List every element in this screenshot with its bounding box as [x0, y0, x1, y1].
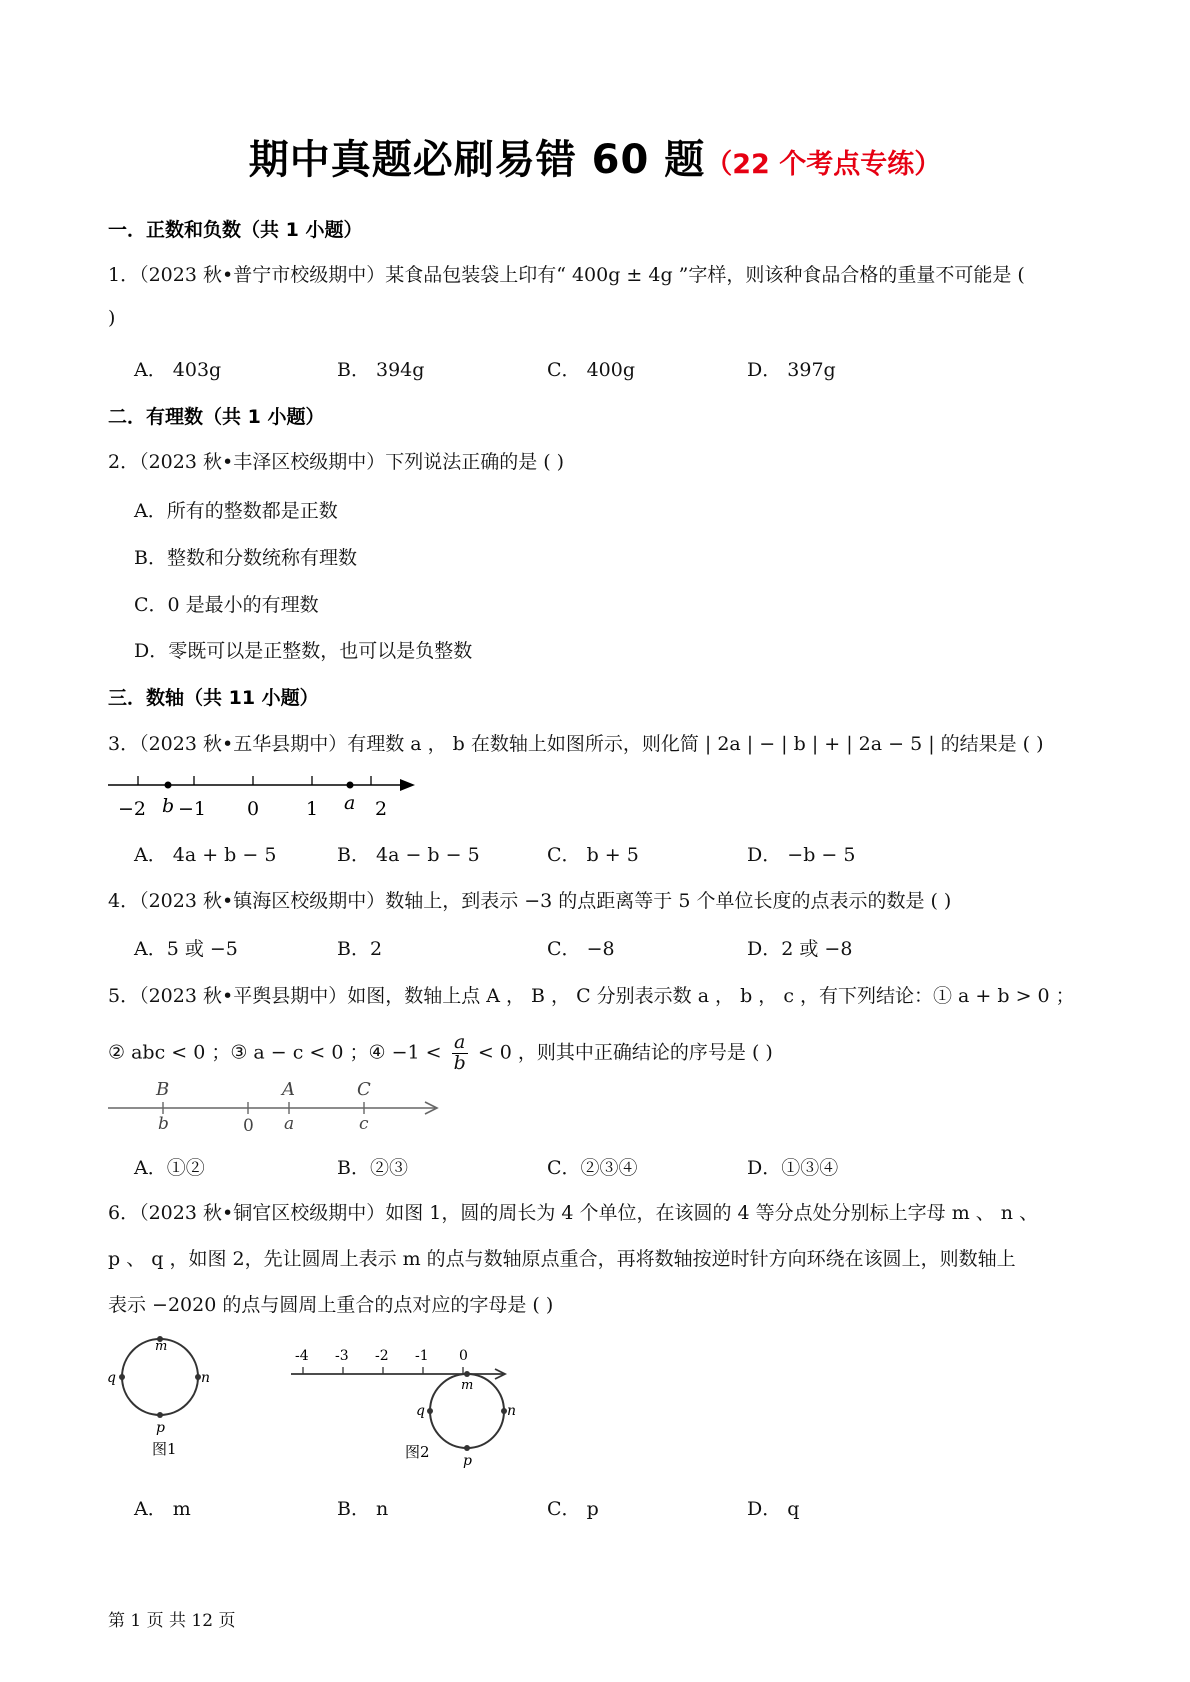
question-1-option-a: A． 403g [134, 359, 222, 381]
question-6-option-d: D． q [747, 1498, 800, 1520]
question-6-option-c: C． p [547, 1498, 599, 1520]
point-p [464, 1445, 470, 1451]
question-6-stem-cont: p 、 q ，如图 2，先让圆周上表示 m 的点与数轴原点重合，再将数轴按逆时针方向环绕在该圆上，则数轴上 [108, 1248, 1016, 1270]
tick-label: 1 [306, 798, 319, 820]
question-3-option-a: A． 4a + b − 5 [134, 844, 277, 866]
tick-label: 0 [459, 1348, 468, 1364]
question-6-stem: 6．（2023 秋•铜官区校级期中）如图 1，圆的周长为 4 个单位，在该圆的 4 等分点处分别标上字母 m 、 n 、 [108, 1202, 1039, 1224]
tick-label: -2 [375, 1348, 389, 1364]
question-4-stem: 4．（2023 秋•镇海区校级期中）数轴上，到表示 −3 的点距离等于 5 个单位长度的点表示的数是 ( ) [108, 890, 952, 912]
point-label-B: B [156, 1079, 170, 1100]
point-label-C: C [357, 1079, 371, 1100]
fraction-numerator: a [452, 1033, 468, 1054]
tick-label: −1 [178, 798, 207, 820]
question-6-figure-2 [285, 1340, 525, 1480]
value-label-b: b [158, 1114, 169, 1134]
question-5-stem-part2: < 0 ，则其中正确结论的序号是 ( ) [477, 1041, 773, 1064]
question-1-stem: 1．（2023 秋•普宁市校级期中）某食品包装袋上印有“ 400g ± 4g ”字样，则该种食品合格的重量不可能是 ( [108, 264, 1025, 286]
question-5-option-c: C．②③④ [547, 1157, 638, 1179]
tick-label: −2 [118, 798, 147, 820]
page-number: 第 1 页 共 12 页 [108, 1611, 236, 1631]
point-p [157, 1412, 163, 1418]
question-6-option-a: A． m [134, 1498, 191, 1520]
point-b [165, 782, 172, 789]
question-3-option-c: C． b + 5 [547, 844, 639, 866]
question-1-stem-cont: ) [108, 307, 116, 329]
fraction-denominator: b [453, 1051, 466, 1074]
section-heading: 二．有理数（共 1 小题） [108, 406, 325, 428]
arrow-icon [400, 779, 415, 791]
point-label-a: a [344, 792, 356, 814]
question-5-option-d: D．①③④ [747, 1157, 839, 1179]
point-label-q: q [107, 1370, 116, 1386]
question-5-stem-part1: ② abc < 0 ；③ a − c < 0 ；④ −1 < [108, 1041, 442, 1064]
title-subtitle: （22 个考点专练） [705, 149, 942, 180]
question-1-option-b: B． 394g [337, 359, 425, 381]
question-1-option-c: C． 400g [547, 359, 636, 381]
question-5-stem-cont [108, 1033, 773, 1074]
point-q [119, 1374, 125, 1380]
point-q [427, 1408, 433, 1414]
point-label-A: A [282, 1079, 295, 1100]
point-label-p: p [463, 1453, 472, 1469]
figure-caption: 图1 [152, 1440, 177, 1458]
question-4-option-d: D．2 或 −8 [747, 938, 853, 960]
question-4-option-a: A．5 或 −5 [134, 938, 238, 960]
section-heading: 三．数轴（共 11 小题） [108, 687, 319, 709]
section-heading: 一．正数和负数（共 1 小题） [108, 219, 363, 241]
tick-label: -1 [415, 1348, 429, 1364]
point-label-m: m [155, 1339, 168, 1354]
question-2-option-b: B．整数和分数统称有理数 [134, 547, 357, 569]
tick-label: -4 [295, 1348, 309, 1364]
question-6-figure-1 [100, 1332, 220, 1462]
question-3-number-line [100, 765, 420, 825]
tick-label: 2 [375, 798, 388, 820]
question-5-stem: 5．（2023 秋•平舆县期中）如图，数轴上点 A ， B ， C 分别表示数 a ， b ， c ，有下列结论：① a + b > 0 ； [108, 985, 1075, 1007]
question-3-option-d: D． −b − 5 [747, 844, 856, 866]
point-label-b: b [162, 795, 175, 817]
question-2-option-a: A．所有的整数都是正数 [134, 500, 338, 522]
question-6-stem-cont2: 表示 −2020 的点与圆周上重合的点对应的字母是 ( ) [108, 1294, 554, 1316]
point-m [464, 1371, 470, 1377]
question-6-option-b: B． n [337, 1498, 389, 1520]
figure-caption: 图2 [405, 1443, 430, 1461]
question-5-option-a: A．①② [134, 1157, 205, 1179]
tick-label: -3 [335, 1348, 349, 1364]
point-label-q: q [416, 1403, 425, 1419]
point-label-n: n [201, 1370, 211, 1386]
tick-label: 0 [247, 798, 260, 820]
fraction [452, 1033, 468, 1074]
question-4-option-c: C． −8 [547, 938, 615, 960]
point-label-p: p [156, 1420, 165, 1436]
question-2-option-c: C．0 是最小的有理数 [134, 594, 319, 616]
question-1-option-d: D． 397g [747, 359, 836, 381]
question-5-option-b: B．②③ [337, 1157, 408, 1179]
question-4-option-b: B．2 [337, 938, 383, 960]
value-label-c: c [359, 1114, 369, 1134]
question-2-option-d: D．零既可以是正整数，也可以是负整数 [134, 640, 473, 662]
question-2-stem: 2．（2023 秋•丰泽区校级期中）下列说法正确的是 ( ) [108, 451, 565, 473]
question-3-stem: 3．（2023 秋•五华县期中）有理数 a ， b 在数轴上如图所示，则化简 | 2a | − | b | + | 2a − 5 | 的结果是 ( ) [108, 733, 1044, 755]
point-label-m: m [461, 1378, 474, 1393]
point-label-n: n [507, 1403, 517, 1419]
value-label-0: 0 [243, 1116, 254, 1135]
question-5-number-line [100, 1075, 445, 1135]
value-label-a: a [284, 1114, 295, 1134]
point-a [347, 782, 354, 789]
page-title [0, 128, 1190, 185]
title-main: 期中真题必刷易错 60 题 [248, 137, 706, 183]
question-3-option-b: B． 4a − b − 5 [337, 844, 480, 866]
